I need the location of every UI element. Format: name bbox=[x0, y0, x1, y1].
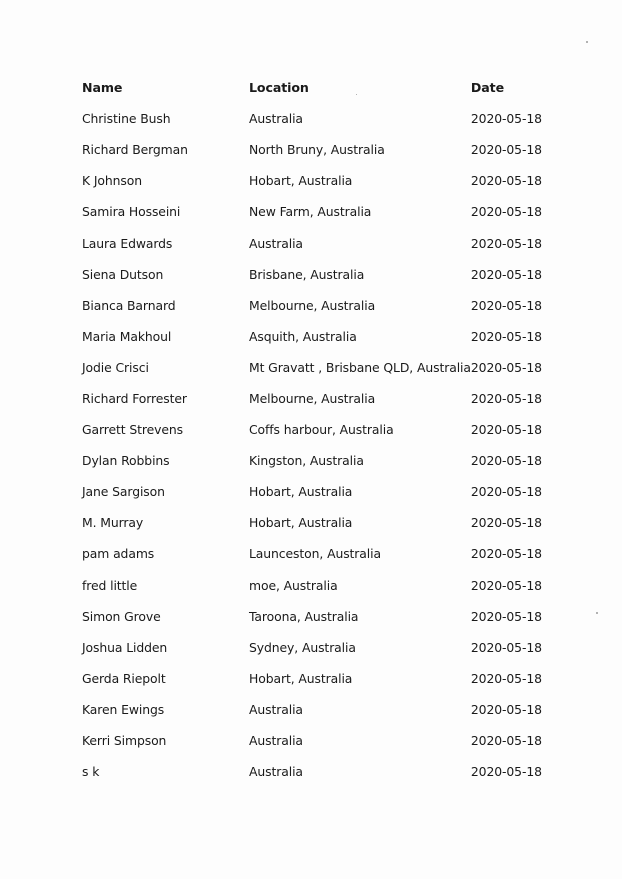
signer-location: Launceston, Australia bbox=[249, 546, 381, 562]
signer-name: Garrett Strevens bbox=[82, 422, 184, 438]
signer-name: M. Murray bbox=[82, 515, 144, 531]
signed-date: 2020-05-18 bbox=[470, 390, 542, 406]
signer-location: Australia bbox=[249, 764, 303, 780]
table-row bbox=[76, 507, 551, 538]
signer-name: Siena Dutson bbox=[82, 266, 164, 282]
signed-date: 2020-05-18 bbox=[470, 173, 542, 189]
signed-date: 2020-05-18 bbox=[470, 639, 542, 655]
table-row bbox=[76, 725, 551, 756]
signer-location: Melbourne, Australia bbox=[249, 390, 376, 406]
signed-date: 2020-05-18 bbox=[470, 453, 542, 469]
table-row bbox=[76, 414, 551, 445]
table-row bbox=[76, 445, 551, 476]
signer-location: Coffs harbour, Australia bbox=[249, 422, 394, 438]
table-row bbox=[76, 476, 551, 507]
signer-location: Sydney, Australia bbox=[249, 639, 356, 655]
signer-location: Melbourne, Australia bbox=[249, 297, 376, 313]
table-row bbox=[76, 663, 551, 694]
signer-name: Jodie Crisci bbox=[82, 359, 149, 375]
signer-name: Maria Makhoul bbox=[82, 328, 172, 344]
signed-date: 2020-05-18 bbox=[470, 733, 542, 749]
table-row bbox=[76, 259, 551, 290]
table-row bbox=[76, 227, 551, 258]
signed-date: 2020-05-18 bbox=[470, 608, 542, 624]
signer-name: Gerda Riepolt bbox=[82, 670, 166, 686]
signed-date: 2020-05-18 bbox=[470, 515, 542, 531]
signer-location: Kingston, Australia bbox=[249, 453, 364, 469]
table-row bbox=[76, 196, 551, 227]
table-row bbox=[76, 632, 551, 663]
signer-name: s k bbox=[82, 764, 100, 780]
signer-name: K Johnson bbox=[82, 173, 142, 189]
table-header-row bbox=[76, 72, 551, 103]
table-row bbox=[76, 290, 551, 321]
signer-name: Joshua Lidden bbox=[82, 639, 168, 655]
date-column-header: Date bbox=[470, 80, 505, 96]
signed-date: 2020-05-18 bbox=[470, 577, 542, 593]
scan-speck bbox=[586, 41, 588, 43]
signer-location: Taroona, Australia bbox=[249, 608, 359, 624]
signer-name: Laura Edwards bbox=[82, 235, 173, 251]
table-row bbox=[76, 694, 551, 725]
signed-date: 2020-05-18 bbox=[470, 764, 542, 780]
signed-date: 2020-05-18 bbox=[470, 111, 542, 127]
signer-location: Australia bbox=[249, 111, 303, 127]
signer-location: moe, Australia bbox=[249, 577, 338, 593]
signed-date: 2020-05-18 bbox=[470, 266, 542, 282]
signed-date: 2020-05-18 bbox=[470, 142, 542, 158]
table-row bbox=[76, 383, 551, 414]
signed-date: 2020-05-18 bbox=[470, 670, 542, 686]
signed-date: 2020-05-18 bbox=[470, 204, 542, 220]
signer-name: Jane Sargison bbox=[82, 484, 165, 500]
table-row bbox=[76, 601, 551, 632]
signed-date: 2020-05-18 bbox=[470, 297, 542, 313]
table-row bbox=[76, 756, 551, 787]
signer-location: Hobart, Australia bbox=[249, 670, 353, 686]
table-row bbox=[76, 165, 551, 196]
signer-name: Simon Grove bbox=[82, 608, 161, 624]
signer-location: Australia bbox=[249, 235, 303, 251]
signer-name: Bianca Barnard bbox=[82, 297, 176, 313]
signed-date: 2020-05-18 bbox=[470, 235, 542, 251]
table-row bbox=[76, 570, 551, 601]
signer-name: Christine Bush bbox=[82, 111, 171, 127]
signed-date: 2020-05-18 bbox=[470, 328, 542, 344]
signed-date: 2020-05-18 bbox=[470, 484, 542, 500]
table-row bbox=[76, 538, 551, 569]
table-row bbox=[76, 134, 551, 165]
signer-location: North Bruny, Australia bbox=[249, 142, 385, 158]
signer-name: Samira Hosseini bbox=[82, 204, 181, 220]
signed-date: 2020-05-18 bbox=[470, 359, 542, 375]
scan-speck bbox=[596, 612, 598, 614]
signer-name: fred little bbox=[82, 577, 138, 593]
signer-location: Australia bbox=[249, 701, 303, 717]
signer-name: pam adams bbox=[82, 546, 155, 562]
signer-location: Hobart, Australia bbox=[249, 484, 353, 500]
signer-location: Hobart, Australia bbox=[249, 515, 353, 531]
signer-location: Hobart, Australia bbox=[249, 173, 353, 189]
signer-location: Brisbane, Australia bbox=[249, 266, 365, 282]
table-row bbox=[76, 321, 551, 352]
signed-date: 2020-05-18 bbox=[470, 422, 542, 438]
signer-name: Kerri Simpson bbox=[82, 733, 167, 749]
table-body bbox=[76, 103, 551, 787]
signer-location: Australia bbox=[249, 733, 303, 749]
signer-name: Dylan Robbins bbox=[82, 453, 170, 469]
signer-location: New Farm, Australia bbox=[249, 204, 372, 220]
name-column-header: Name bbox=[82, 80, 123, 96]
signer-name: Karen Ewings bbox=[82, 701, 165, 717]
signer-name: Richard Bergman bbox=[82, 142, 188, 158]
signer-location: Mt Gravatt , Brisbane QLD, Australia bbox=[249, 359, 471, 375]
table-row bbox=[76, 103, 551, 134]
signer-name: Richard Forrester bbox=[82, 390, 187, 406]
signatures-table bbox=[76, 72, 551, 787]
signed-date: 2020-05-18 bbox=[470, 701, 542, 717]
signer-location: Asquith, Australia bbox=[249, 328, 357, 344]
location-column-header: Location bbox=[249, 80, 309, 96]
table-row bbox=[76, 352, 551, 383]
signed-date: 2020-05-18 bbox=[470, 546, 542, 562]
